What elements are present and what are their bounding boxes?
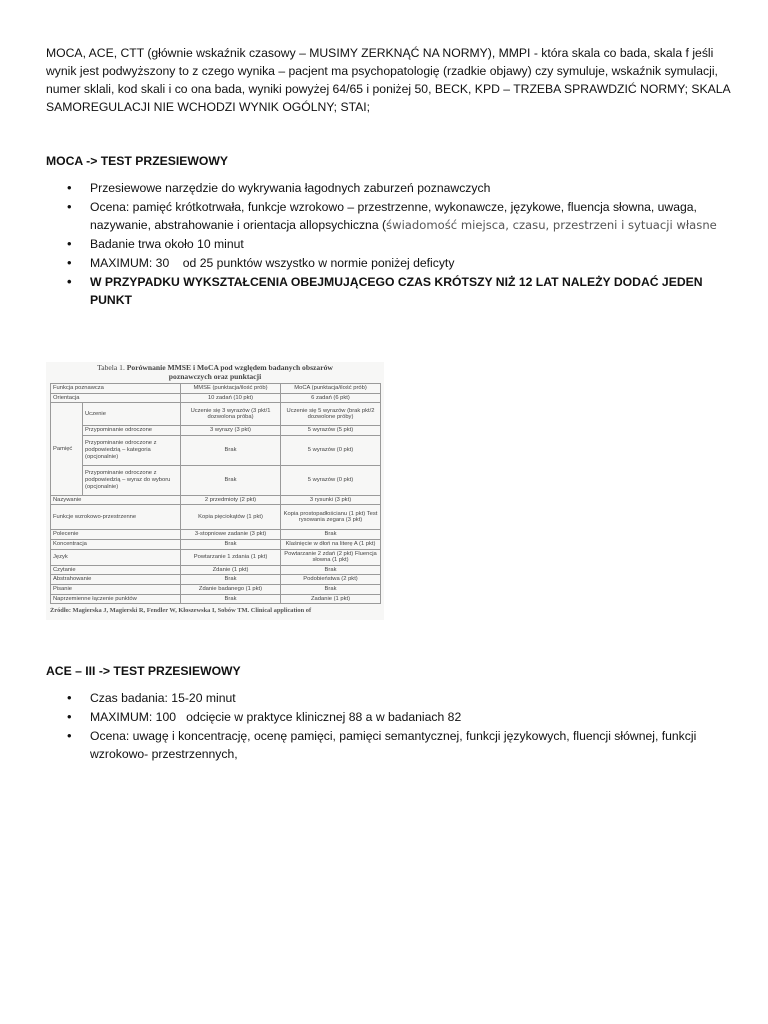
table-cell: Brak bbox=[181, 575, 281, 585]
moca-bullet-3: Badanie trwa około 10 minut bbox=[90, 237, 244, 251]
moca-bullet-1: Przesiewowe narzędzie do wykrywania łagodnych zaburzeń poznawczych bbox=[90, 181, 491, 195]
table-cell: Przypominanie odroczone z podpowiedzią – kategoria (opcjonalnie) bbox=[83, 435, 181, 465]
table-cell: Czytanie bbox=[51, 565, 181, 575]
table-row bbox=[51, 426, 381, 436]
table-row bbox=[51, 495, 381, 505]
moca-bullet-2-note: świadomość miejsca, czasu, przestrzeni i sytuacji własne bbox=[386, 218, 717, 232]
table-cell: Zdanie badanego (1 pkt) bbox=[181, 584, 281, 594]
table-cell: Nazywanie bbox=[51, 495, 181, 505]
table-caption-line1: Porównanie MMSE i MoCA pod względem badanych obszarów bbox=[126, 363, 333, 372]
table-cell: Koncentracja bbox=[51, 539, 181, 549]
table-cell: 6 zadań (6 pkt) bbox=[281, 393, 381, 403]
table-row bbox=[51, 539, 381, 549]
table-cell: Brak bbox=[181, 435, 281, 465]
list-item bbox=[90, 235, 730, 253]
ace-bullet-3: Ocena: uwagę i koncentrację, ocenę pamięci, pamięci semantycznej, funkcji językowych, fluencji słównej, funkcji wzrokowo- przestrzennych, bbox=[90, 729, 697, 762]
table-cell: Brak bbox=[181, 539, 281, 549]
table-cell: 5 wyrazów (0 pkt) bbox=[281, 465, 381, 495]
table-row bbox=[51, 403, 381, 426]
moca-bullet-4: MAXIMUM: 30 od 25 punktów wszystko w normie poniżej deficyty bbox=[90, 256, 455, 270]
comparison-table-image bbox=[46, 362, 384, 620]
table-cell: Funkcje wzrokowo-przestrzenne bbox=[51, 505, 181, 530]
table-cell: 5 wyrazów (5 pkt) bbox=[281, 426, 381, 436]
table-cell: Brak bbox=[181, 465, 281, 495]
table-cell: Polecenie bbox=[51, 530, 181, 540]
table-row bbox=[51, 549, 381, 565]
table-cell: Brak bbox=[181, 594, 281, 604]
ace-bullet-1: Czas badania: 15-20 minut bbox=[90, 691, 236, 706]
table-cell: 3 wyrazy (3 pkt) bbox=[181, 426, 281, 436]
table-cell: Brak bbox=[281, 565, 381, 575]
table-caption bbox=[46, 363, 384, 381]
table-cell: Uczenie się 3 wyrazów (3 pkt/1 dozwolona próba) bbox=[181, 403, 281, 426]
table-caption-label: Tabela 1. bbox=[97, 363, 125, 372]
table-row bbox=[51, 465, 381, 495]
table-cell: Klaśnięcie w dłoń na literę A (1 pkt) bbox=[281, 539, 381, 549]
list-item bbox=[90, 198, 730, 234]
moca-list bbox=[46, 179, 730, 309]
table-cell: Zadanie (1 pkt) bbox=[281, 594, 381, 604]
table-cell: Abstrahowanie bbox=[51, 575, 181, 585]
table-cell: Pisanie bbox=[51, 584, 181, 594]
table-row bbox=[51, 393, 381, 403]
table-cell: Podobieństwa (2 pkt) bbox=[281, 575, 381, 585]
table-header-cell: MoCA (punktacja/ilość prób) bbox=[281, 384, 381, 394]
table-row bbox=[51, 435, 381, 465]
list-item bbox=[90, 727, 730, 763]
table-header-cell: Funkcja poznawcza bbox=[51, 384, 181, 394]
list-item bbox=[90, 179, 730, 197]
list-item bbox=[90, 689, 730, 707]
list-item bbox=[90, 708, 730, 726]
table-cell: Język bbox=[51, 549, 181, 565]
table-cell: 2 przedmioty (2 pkt) bbox=[181, 495, 281, 505]
document-page bbox=[46, 44, 730, 764]
mmse-moca-table bbox=[50, 383, 381, 604]
table-header-cell: MMSE (punktacja/ilość prób) bbox=[181, 384, 281, 394]
table-cell: Brak bbox=[281, 530, 381, 540]
ace-heading: ACE – III -> TEST PRZESIEWOWY bbox=[46, 664, 241, 679]
ace-bullet-2: MAXIMUM: 100 odcięcie w praktyce klinicznej 88 a w badaniach 82 bbox=[90, 710, 462, 725]
table-cell: 3 rysunki (3 pkt) bbox=[281, 495, 381, 505]
table-cell: Przypominanie odroczone z podpowiedzią – wyraz do wyboru (opcjonalnie) bbox=[83, 465, 181, 495]
moca-bullet-2: Ocena: pamięć krótkotrwała, funkcje wzrokowo – przestrzenne, wykonawcze, językowe, fluencja słowna, uwaga, nazywanie, abstrahowanie i orientacja allopsychiczna ( bbox=[90, 200, 697, 232]
table-row bbox=[51, 505, 381, 530]
moca-bullet-5: W PRZYPADKU WYKSZTAŁCENIA OBEJMUJĄCEGO CZAS KRÓTSZY NIŻ 12 LAT NALEŻY DODAĆ JEDEN PUNKT bbox=[90, 275, 703, 307]
table-cell: Orientacja bbox=[51, 393, 181, 403]
ace-list bbox=[46, 689, 730, 763]
table-cell: Brak bbox=[281, 584, 381, 594]
table-row bbox=[51, 565, 381, 575]
table-cell: Uczenie się 5 wyrazów (brak pkt/2 dozwolone próby) bbox=[281, 403, 381, 426]
table-cell: 5 wyrazów (0 pkt) bbox=[281, 435, 381, 465]
table-row bbox=[51, 530, 381, 540]
table-row bbox=[51, 575, 381, 585]
table-cell: Naprzemienne łączenie punktów bbox=[51, 594, 181, 604]
table-header-row bbox=[51, 384, 381, 394]
list-item bbox=[90, 273, 730, 309]
table-cell: Kopia prostopadłościanu (1 pkt) Test rysowania zegara (3 pkt) bbox=[281, 505, 381, 530]
table-cell: 10 zadań (10 pkt) bbox=[181, 393, 281, 403]
moca-heading: MOCA -> TEST PRZESIEWOWY bbox=[46, 154, 229, 168]
intro-paragraph: MOCA, ACE, CTT (głównie wskaźnik czasowy – MUSIMY ZERKNĄĆ NA NORMY), MMPI - która skala co bada, skala f jeśli wynik jest podwyższony to z czego wynika – pacjent ma psychopatologię (rzadkie objawy) czy symuluje, wskaźnik symulacji, numer sklali, kod skali i co ona bada, wyniki powyżej 64/65 i poniżej 50, BECK, KPD – TRZEBA SPRAWDZIĆ NORMY; SKALA SAMOREGULACJI NIE WCHODZI WYNIK OGÓLNY; STAI; bbox=[46, 46, 731, 114]
table-source: Źródło: Magierska J, Magierski R, Fendler W, Kłoszewska I, Sobów TM. Clinical application of bbox=[50, 607, 312, 615]
table-cell: Kopia pięciokątów (1 pkt) bbox=[181, 505, 281, 530]
list-item bbox=[90, 254, 730, 272]
table-row bbox=[51, 584, 381, 594]
table-cell: Przypominanie odroczone bbox=[83, 426, 181, 436]
table-cell: Powtarzanie 1 zdania (1 pkt) bbox=[181, 549, 281, 565]
table-cell: Powtarzanie 2 zdań (2 pkt) Fluencja słowna (1 pkt) bbox=[281, 549, 381, 565]
table-cell: Zdanie (1 pkt) bbox=[181, 565, 281, 575]
table-cell: Uczenie bbox=[83, 403, 181, 426]
table-row bbox=[51, 594, 381, 604]
table-cell: 3-stopniowe zadanie (3 pkt) bbox=[181, 530, 281, 540]
table-caption-line2: poznawczych oraz punktacji bbox=[168, 372, 262, 381]
table-group-cell: Pamięć bbox=[51, 403, 83, 496]
